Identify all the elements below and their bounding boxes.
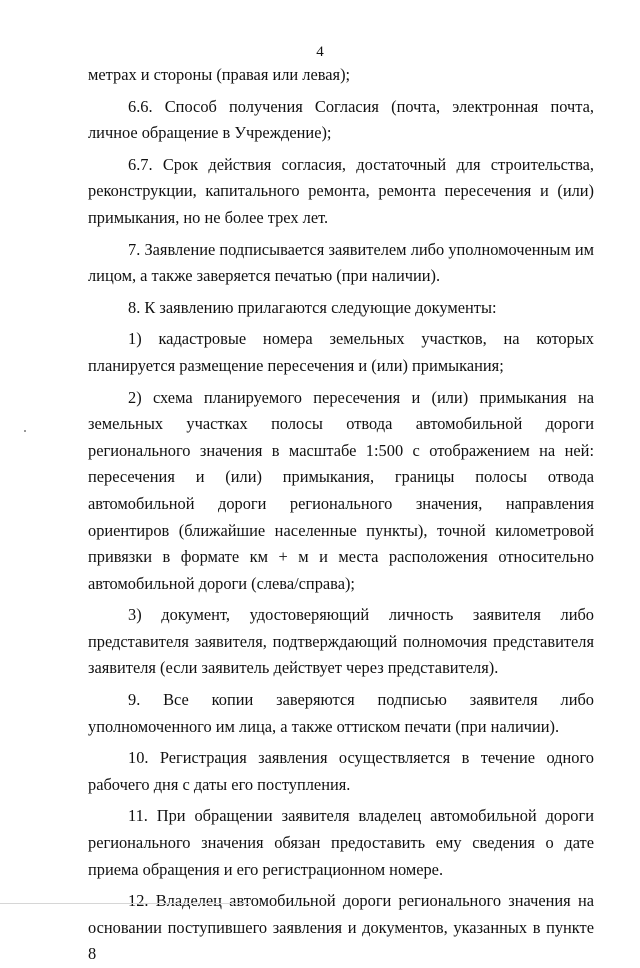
scan-bottom-edge [0, 903, 250, 904]
paragraph-8: 8. К заявлению прилагаются следующие документы: [128, 297, 497, 317]
paragraph-8-item-2: 2) схема планируемого пересечения и (или) примыкания на земельных участках полосы отвода автомобильной дороги регионального значения в масштабе 1:500 с отображением на ней: пересечения и (или) примыкания, границы полосы отвода автомобильной дороги регионального значения, направления ориентиров (ближайшие населенные пункты), точной километровой привязки в формате км + м и места расположения относительно автомобильной дороги (слева/справа); [88, 387, 594, 593]
page-number: 4 [316, 44, 324, 60]
paragraph-11: 11. При обращении заявителя владелец автомобильной дороги регионального значения обязан предоставить ему сведения о дате приема обращения и его регистрационном номере. [88, 806, 594, 879]
paragraph-6-7: 6.7. Срок действия согласия, достаточный для строительства, реконструкции, капитального ремонта, ремонта пересечения и (или) примыкания, но не более трех лет. [88, 154, 594, 227]
paragraph-8-item-3: 3) документ, удостоверяющий личность заявителя либо представителя заявителя, подтверждающий полномочия представителя заявителя (если заявитель действует через представителя). [88, 605, 594, 678]
paragraph-6-6: 6.6. Способ получения Согласия (почта, электронная почта, личное обращение в Учреждение); [88, 96, 594, 143]
paragraph-10: 10. Регистрация заявления осуществляется в течение одного рабочего дня с даты его поступления. [88, 748, 594, 794]
paragraph-12: 12. Владелец автомобильной дороги регионального значения на основании поступившего заявления и документов, указанных в пункте 8 [88, 891, 594, 964]
paragraph-7: 7. Заявление подписывается заявителем либо уполномоченным им лицом, а также заверяется печатью (при наличии). [88, 239, 594, 286]
scan-speck [24, 430, 26, 432]
paragraph-8-item-1: 1) кадастровые номера земельных участков, на которых планируется размещение пересечения и (или) примыкания; [88, 329, 594, 375]
document-body [88, 62, 594, 968]
paragraph-continuation: метрах и стороны (правая или левая); [88, 65, 351, 84]
paragraph-9: 9. Все копии заверяются подписью заявителя либо уполномоченного им лица, а также оттиском печати (при наличии). [88, 690, 594, 736]
